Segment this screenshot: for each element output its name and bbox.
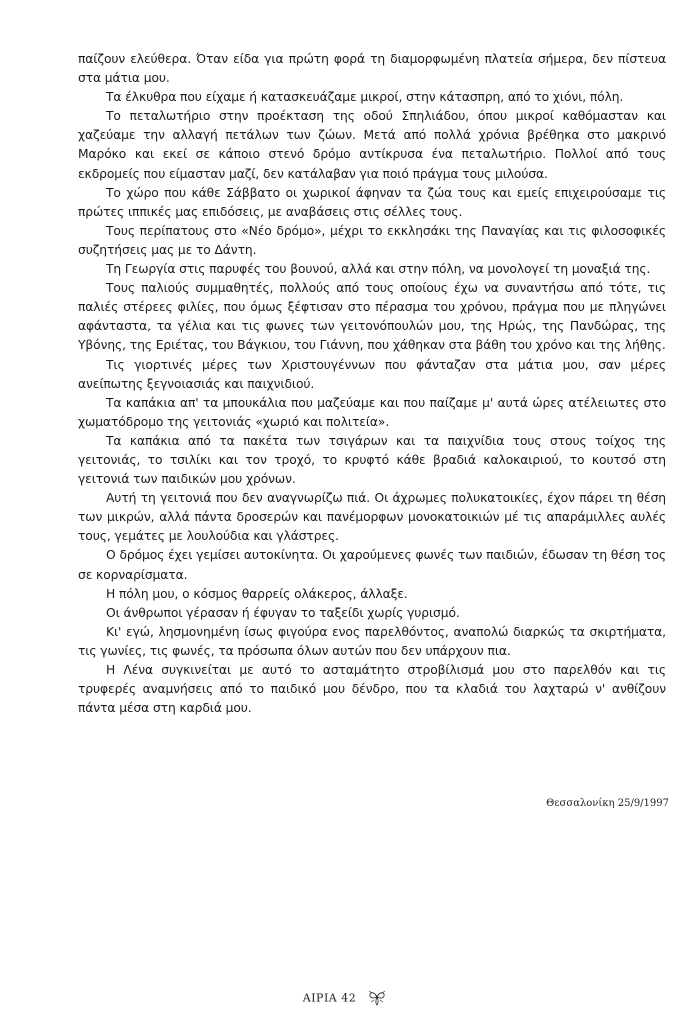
paragraph: Η Λένα συγκινείται με αυτό το ασταμάτητο στροβίλισμά μου στο παρελθόν και τις τρυφερές αναμνήσεις από το παιδικό μου δένδρο, που τα κλαδιά του λαχταρώ ν' ανθίζουν πάντα μέσα στη καρδιά μου. xyxy=(78,663,666,716)
floral-ornament-icon xyxy=(366,988,388,1009)
paragraph: Το χώρο που κάθε Σάββατο οι χωρικοί άφηναν τα ζώα τους και εμείς επιχειρούσαμε τις πρώτες ιππικές μας επιδόσεις, με αναβάσεις στις σέλλες τους. xyxy=(78,185,666,219)
paragraph: Το πεταλωτήριο στην προέκταση της οδού Σπηλιάδου, όπου μικροί καθόμασταν και χαζεύαμε την αλλαγή πετάλων των ζώων. Μετά από πολλά χρόνια βρέθηκα στο μακρινό Μαρόκο και εκεί σε κάποιο στενό δρόμο αντίκρυσα ένα πεταλωτήριο. Πολλοί από τους εκδρομείς που είμασταν μαζί, δεν κατάλαβαν για ποιό πράγμα τους μιλούσα. xyxy=(78,109,666,181)
paragraph: Ο δρόμος έχει γεμίσει αυτοκίνητα. Οι χαρούμενες φωνές των παιδιών, έδωσαν τη θέση τος σε κορναρίσματα. xyxy=(78,548,666,582)
place-date-signature: Θεσσαλονίκη 25/9/1997 xyxy=(546,798,669,809)
paragraph: Τους παλιούς συμμαθητές, πολλούς από τους οποίους έχω να συναντήσω από τότε, τις παλιές στέρεες φιλίες, που όμως ξέφτισαν στο πέρασμα του χρόνου, πράγμα που με πληγώνει αφάνταστα, τα γέλια και τις φωνες των γειτονόπουλών μου, της Ηρώς, της Πανδώρας, της Υβόνης, της Εριέτας, του Βάγκιου, του Γιάννη, που χάθηκαν στα βάθη του χρόνο και της λήθης. xyxy=(78,281,666,353)
paragraph: Κι' εγώ, λησμονημένη ίσως φιγούρα ενος παρελθόντος, αναπολώ διαρκώς τα σκιρτήματα, τις γωνίες, τις φωνές, τα πρόσωπα όλων αυτών που δεν υπάρχουν πια. xyxy=(78,624,666,658)
paragraph: παίζουν ελεύθερα. Όταν είδα για πρώτη φορά τη διαμορφωμένη πλατεία σήμερα, δεν πίστευα στα μάτια μου. xyxy=(78,52,666,86)
paragraph: Οι άνθρωποι γέρασαν ή έφυγαν το ταξείδι χωρίς γυρισμό. xyxy=(106,605,460,620)
paragraph: Τη Γεωργία στις παρυφές του βουνού, αλλά και στην πόλη, να μονολογεί τη μοναξιά της. xyxy=(106,262,651,277)
article-body xyxy=(78,50,666,718)
paragraph: Τα καπάκια από τα πακέτα των τσιγάρων και τα παιχνίδια τους στους τοίχος της γειτονιάς, το τσιλίκι και τον τροχό, το κρυφτό κάθε βραδιά καλοκαιριού, το κουτσό στη γειτονιά των παιδικών μου χρόνων. xyxy=(78,433,666,487)
paragraph: Τις γιορτινές μέρες των Χριστουγέννων που φάνταζαν στα μάτια μου, σαν μέρες ανείπωτης ξεγνοιασιάς και παιχνιδιού. xyxy=(78,357,666,391)
page-number-label: ΑΙΡΙΑ 42 xyxy=(302,991,357,1005)
page-footer xyxy=(0,988,691,1009)
paragraph: Αυτή τη γειτονιά που δεν αναγνωρίζω πιά. Οι άχρωμες πολυκατοικίες, έχον πάρει τη θέση των μικρών, αλλά πάντα δροσερών και πανέμορφων μονοκατοικιών μέ τις απαράμιλλες αυλές τους, γεμάτες με λουλούδια και γλάστρες. xyxy=(78,491,666,544)
paragraph: Τα έλκυθρα που είχαμε ή κατασκευάζαμε μικροί, στην κάτασπρη, από το χιόνι, πόλη. xyxy=(106,90,624,105)
paragraph: Τους περίπατους στο «Νέο δρόμο», μέχρι το εκκλησάκι της Παναγίας και τις φιλοσοφικές συζητήσεις μας με το Δάντη. xyxy=(78,223,666,257)
paragraph: Τα καπάκια απ' τα μπουκάλια που μαζεύαμε και που παίζαμε μ' αυτά ώρες ατέλειωτες στο χωματόδρομο της γειτονιάς «χωριό και πολιτεία». xyxy=(78,395,666,429)
paragraph: Η πόλη μου, ο κόσμος θαρρείς ολάκερος, άλλαξε. xyxy=(106,586,408,601)
